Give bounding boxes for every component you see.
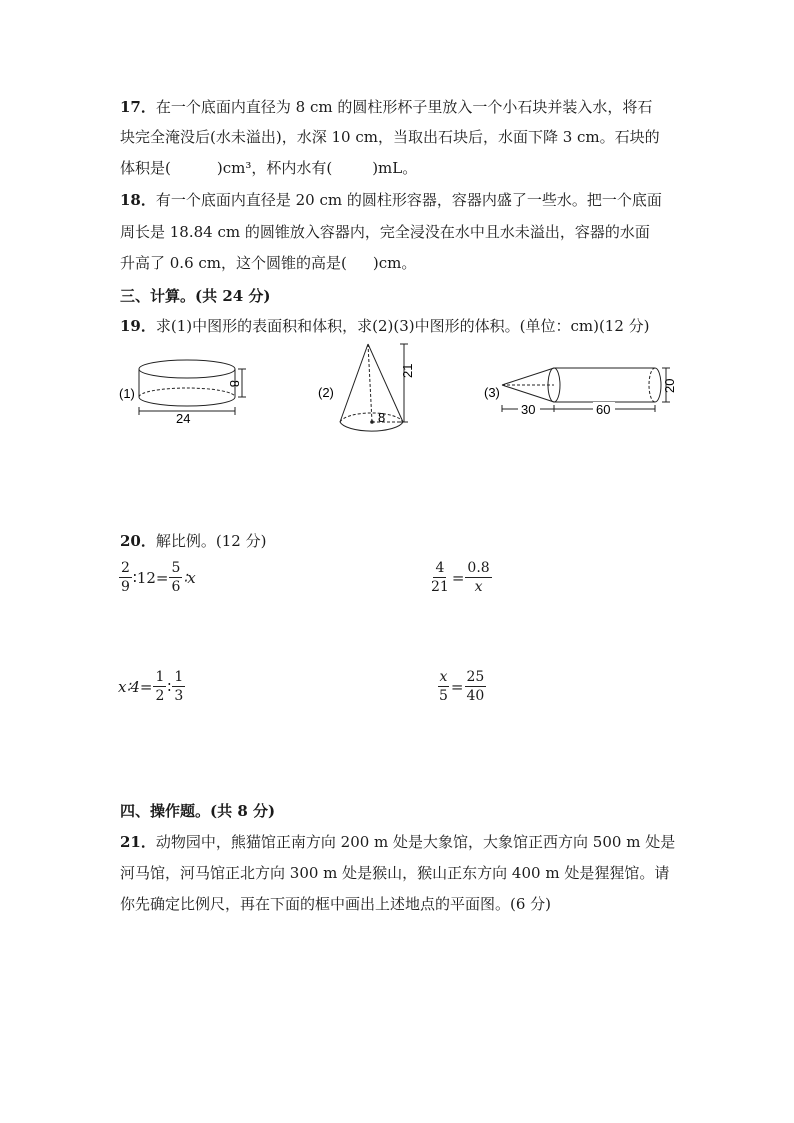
cone-right-edge xyxy=(368,344,403,422)
eq2-frac-a: $\frac{4}{21}$ xyxy=(431,560,449,595)
fig3-label: (3) xyxy=(484,385,500,400)
q18-line2: 周长是 18.84 cm 的圆锥放入容器内，完全浸没在水中且水未溢出，容器的水面 xyxy=(120,223,650,241)
fig3-cone-len: 30 xyxy=(521,402,536,417)
figure-cone-cylinder xyxy=(480,360,680,422)
q18-line3 xyxy=(120,253,416,273)
eq3-frac-a: $\frac{1}{2}$ xyxy=(155,669,165,704)
eq3-frac-b: $\frac{1}{3}$ xyxy=(174,669,184,704)
equation-4: $\frac{x}{5}$ = $\frac{25}{40}$ xyxy=(439,669,485,704)
cylinder3-right-front xyxy=(655,368,661,402)
equation-2: $\frac{4}{21}$ = $\frac{0.8}{x}$ xyxy=(431,560,490,595)
eq1-frac-a: $\frac{2}{9}$ xyxy=(121,560,130,595)
fig2-radius: 8 xyxy=(378,410,386,425)
q18-text-3b: )cm。 xyxy=(372,254,417,272)
q21-line2: 河马馆，河马馆正北方向 300 m 处是猴山，猴山正东方向 400 m 处是猩猩馆。请 xyxy=(120,864,670,882)
q19-text: 求(1)中图形的表面积和体积，求(2)(3)中图形的体积。(单位：cm)(12 分) xyxy=(155,317,650,335)
cylinder-bottom-back xyxy=(139,388,235,397)
eq1-frac-b: $\frac{5}{6}$ xyxy=(171,560,181,595)
figure-cylinder xyxy=(110,352,260,432)
q20-line xyxy=(120,531,266,551)
eq4-frac-a: $\frac{x}{5}$ xyxy=(439,669,448,704)
q17-line3 xyxy=(120,158,417,178)
cylinder-top xyxy=(139,360,235,378)
fig1-width: 24 xyxy=(176,411,191,426)
eq2-frac-b: $\frac{0.8}{x}$ xyxy=(467,560,490,595)
fig3-cyl-len: 60 xyxy=(596,402,611,417)
equation-1: $\frac{2}{9}$ ∶12= $\frac{5}{6}$ ∶x xyxy=(121,560,196,595)
q21-text-1: 动物园中，熊猫馆正南方向 200 m 处是大象馆，大象馆正西方向 500 m 处是 xyxy=(155,833,676,851)
fig1-label: (1) xyxy=(119,386,135,401)
cone3-top-edge xyxy=(502,368,554,385)
q18-text-3a: 升高了 0.6 cm，这个圆锥的高是( xyxy=(120,254,347,272)
q17-text-1: 在一个底面内直径为 8 cm 的圆柱形杯子里放入一个小石块并装入水，将石 xyxy=(155,98,653,116)
section-4-title: 四、操作题。(共 8 分) xyxy=(120,802,276,820)
cone-height-line xyxy=(368,344,372,422)
q19-line xyxy=(120,316,650,336)
q17-line2: 块完全淹没后(水未溢出)，水深 10 cm，当取出石块后，水面下降 3 cm。石块的 xyxy=(120,128,660,146)
q21-line3: 你先确定比例尺，再在下面的框中画出上述地点的平面图。(6 分) xyxy=(120,895,552,913)
q17-number: 17． xyxy=(120,98,156,116)
q20-text: 解比例。(12 分) xyxy=(155,532,267,550)
q17-text-3b: )cm³，杯内水有( xyxy=(216,159,333,177)
fig3-diameter: 20 xyxy=(662,378,677,393)
q19-number: 19． xyxy=(120,317,156,335)
q17-text-3a: 体积是( xyxy=(120,159,171,177)
figure-cone xyxy=(315,340,425,440)
section-3-title: 三、计算。(共 24 分) xyxy=(120,287,271,305)
cylinder-bottom-front xyxy=(139,397,235,406)
cone-left-edge xyxy=(340,344,368,422)
q18-number: 18． xyxy=(120,191,156,209)
cylinder3-right-back xyxy=(649,368,655,402)
q21-number: 21． xyxy=(120,833,156,851)
q17-line1 xyxy=(120,97,652,117)
eq4-frac-b: $\frac{25}{40}$ xyxy=(466,669,485,704)
fig2-height: 21 xyxy=(400,363,415,378)
fig2-label: (2) xyxy=(318,385,334,400)
fig1-height: 8 xyxy=(227,380,242,388)
equation-3: x∶4= $\frac{1}{2}$ ∶ $\frac{1}{3}$ xyxy=(118,669,184,704)
q18-text-1: 有一个底面内直径是 20 cm 的圆柱形容器，容器内盛了一些水。把一个底面 xyxy=(155,191,662,209)
q17-text-3c: )mL。 xyxy=(372,159,418,177)
q18-line1 xyxy=(120,190,662,210)
q21-line1 xyxy=(120,832,675,852)
q20-number: 20． xyxy=(120,532,156,550)
cone3-bottom-edge xyxy=(502,385,554,402)
